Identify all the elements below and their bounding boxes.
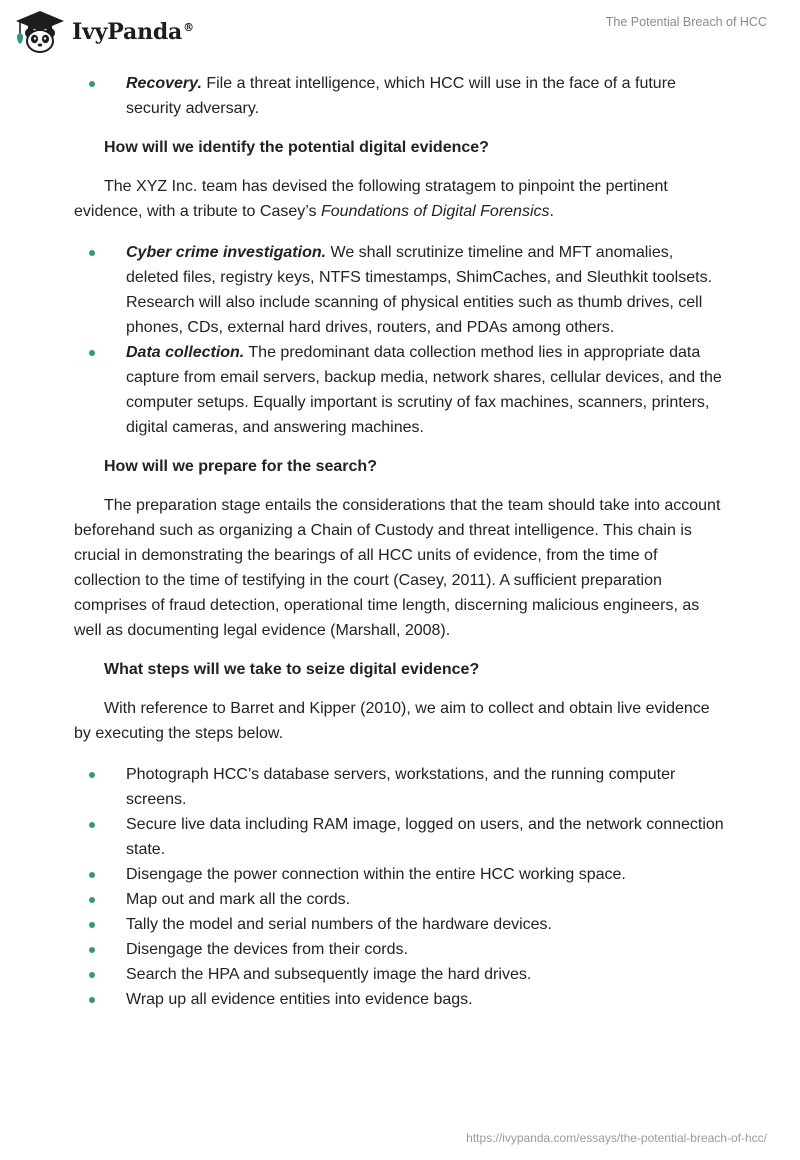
paragraph: The preparation stage entails the considerations that the team should take into account beforehand such as organizing a Chain of Custody and threat intelligence. This chain is crucial in demonstrating the bearings of all HCC units of evidence, from the time of collection to the time of testifying in the court (Casey, 2011). A sufficient preparation comprises of fraud detection, operational time length, discerning malicious engineers, as well as documenting legal evidence (Marshall, 2008). [74, 497, 721, 639]
panda-graduate-icon [14, 9, 66, 55]
item-lead: Recovery. [126, 75, 202, 92]
item-text: File a threat intelligence, which HCC will use in the face of a future security adversary. [126, 75, 676, 117]
recovery-list [74, 71, 726, 121]
list-item [74, 71, 726, 121]
ivypanda-logo[interactable] [14, 9, 194, 55]
paragraph-text: The XYZ Inc. team has devised the following stratagem to pinpoint the pertinent evidence, with a tribute to Casey’s [74, 178, 668, 220]
paragraph [74, 174, 726, 224]
list-item: Disengage the power connection within the entire HCC working space. [74, 862, 726, 887]
item-text: We shall scrutinize timeline and MFT anomalies, deleted files, registry keys, NTFS timestamps, ShimCaches, and Sleuthkit toolsets. Research will also include scanning of physical entities such as thumb drives, cell phones, CDs, external hard drives, routers, and PDAs among others. [126, 244, 713, 336]
list-item: Search the HPA and subsequently image the hard drives. [74, 962, 726, 987]
evidence-list [74, 240, 726, 440]
steps-list [74, 762, 726, 1012]
book-title: Foundations of Digital Forensics [320, 203, 550, 220]
document-title: The Potential Breach of HCC [605, 15, 767, 29]
source-url[interactable]: https://ivypanda.com/essays/the-potential-breach-of-hcc/ [466, 1131, 767, 1145]
list-item: Map out and mark all the cords. [74, 887, 726, 912]
section-heading: How will we identify the potential digital evidence? [104, 139, 489, 156]
list-item: Photograph HCC’s database servers, workstations, and the running computer screens. [74, 762, 726, 812]
item-lead: Cyber crime investigation. [126, 244, 327, 261]
list-item [74, 240, 726, 340]
paragraph: With reference to Barret and Kipper (2010), we aim to collect and obtain live evidence by executing the steps below. [74, 700, 710, 742]
logo-text: IvyPanda [72, 19, 183, 45]
list-item: Wrap up all evidence entities into evidence bags. [74, 987, 726, 1012]
list-item: Secure live data including RAM image, logged on users, and the network connection state. [74, 812, 726, 862]
list-item: Tally the model and serial numbers of the hardware devices. [74, 912, 726, 937]
list-item [74, 340, 726, 440]
section-heading: How will we prepare for the search? [104, 458, 377, 475]
section-heading: What steps will we take to seize digital evidence? [104, 661, 480, 678]
logo-wordmark [72, 19, 194, 45]
essay-body [74, 71, 726, 1012]
list-item: Disengage the devices from their cords. [74, 937, 726, 962]
item-text: The predominant data collection method lies in appropriate data capture from email servers, backup media, network shares, cellular devices, and the computer setups. Equally important is scrutiny of fax machines, scanners, printers, digital cameras, and answering machines. [126, 344, 722, 436]
page-header [0, 0, 800, 70]
paragraph-text-end: . [549, 203, 554, 220]
registered-mark: ® [183, 20, 194, 34]
item-lead: Data collection. [126, 344, 245, 361]
